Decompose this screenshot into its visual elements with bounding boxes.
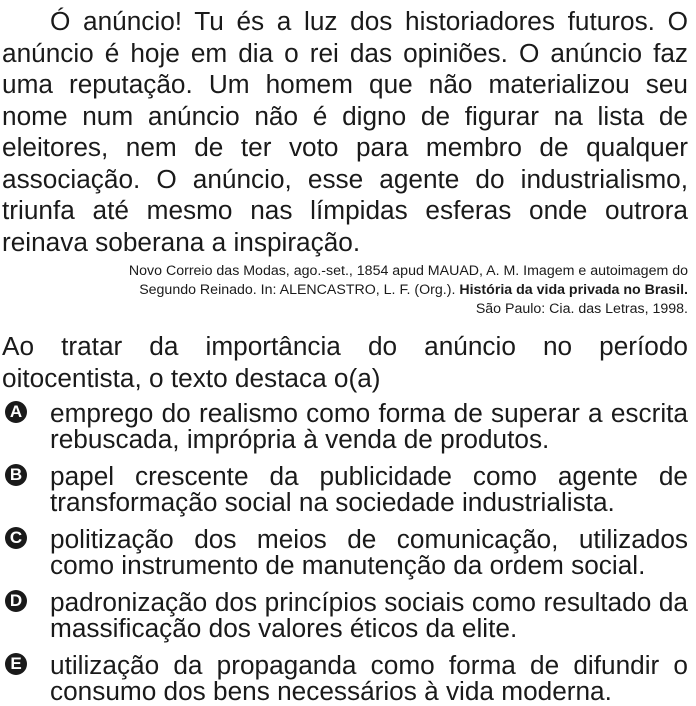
option-e[interactable] (2, 652, 688, 704)
citation-line-3: São Paulo: Cia. das Letras, 1998. (475, 301, 688, 317)
quote-paragraph: Ó anúncio! Tu és a luz dos historiadores futuros. O anúncio é hoje em dia o rei das opiniões. O anúncio faz uma reputação. Um homem que não materializou seu nome num anúncio não é digno de figurar na lista de eleitores, nem de ter voto para membro de qualquer associação. O anúncio, esse agente do industrialismo, triunfa até mesmo nas límpidas esferas onde outrora reinava soberana a inspiração. (2, 6, 688, 257)
option-a[interactable] (2, 400, 688, 452)
option-e-text: utilização da propaganda como forma de difundir o consumo dos bens necessários à vida moderna. (50, 650, 688, 706)
option-b[interactable] (2, 463, 688, 515)
option-letter-c-badge: C (5, 527, 27, 549)
citation-line-2 (2, 281, 688, 300)
option-b-text: papel crescente da publicidade como agente de transformação social na sociedade industrialista. (50, 461, 688, 517)
option-c[interactable] (2, 526, 688, 578)
answer-options (2, 400, 688, 704)
citation-line-1: Novo Correio das Modas, ago.-set., 1854 apud MAUAD, A. M. Imagem e autoimagem do (128, 263, 688, 279)
citation-line-2-text: Segundo Reinado. In: ALENCASTRO, L. F. (Org.). (139, 282, 460, 298)
citation-book-title: História da vida privada no Brasil. (459, 282, 688, 298)
option-letter-b-badge: B (5, 464, 27, 486)
source-citation (2, 262, 688, 319)
option-a-text: emprego do realismo como forma de superar a escrita rebuscada, imprópria à venda de produtos. (50, 398, 688, 454)
option-d[interactable] (2, 589, 688, 641)
option-letter-a-badge: A (5, 401, 27, 423)
option-letter-e-badge: E (5, 653, 27, 675)
option-d-text: padronização dos princípios sociais como resultado da massificação dos valores éticos da elite. (50, 587, 688, 643)
option-letter-d-badge: D (5, 590, 27, 612)
question-stem: Ao tratar da importância do anúncio no período oitocentista, o texto destaca o(a) (2, 331, 688, 393)
option-c-text: politização dos meios de comunicação, utilizados como instrumento de manutenção da ordem social. (50, 524, 688, 580)
